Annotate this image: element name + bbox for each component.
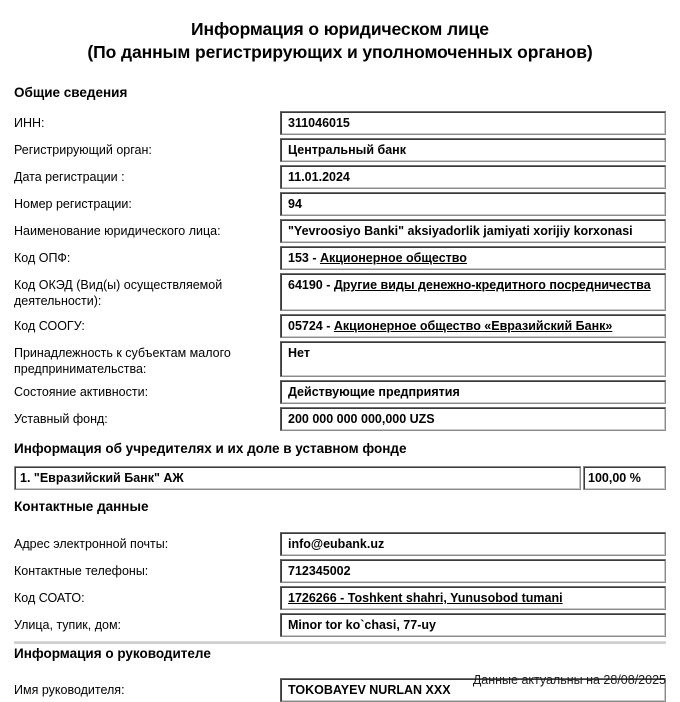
field-label-director-name: Имя руководителя: [14, 683, 125, 697]
field-value-email: info@eubank.uz [280, 532, 666, 556]
field-value-street-address: Minor tor ko`chasi, 77-uy [280, 613, 666, 637]
soato-code-text: 1726266 - Toshkent shahri, Yunusobod tumani [288, 591, 563, 605]
field-label-registration-date: Дата регистрации : [14, 170, 125, 184]
oked-code-description: Другие виды денежно-кредитного посредничества [333, 278, 651, 292]
field-label-soato-code: Код СОАТО: [14, 591, 85, 605]
field-label-oked-code-line-2: деятельности): [14, 294, 102, 308]
founder-share-percent: 100,00 % [583, 466, 666, 490]
field-value-director-name: TOKOBAYEV NURLAN XXX [280, 678, 666, 702]
field-label-street-address: Улица, тупик, дом: [14, 618, 122, 632]
founder-list-item [14, 466, 666, 490]
page-title-line-2: (По данным регистрирующих и уполномоченных органов) [87, 42, 593, 62]
field-value-activity-status: Действующие предприятия [280, 380, 666, 404]
field-label-small-business-line-1: Принадлежность к субъектам малого [14, 346, 231, 360]
field-value-opf-code [280, 246, 666, 270]
field-label-registration-number: Номер регистрации: [14, 197, 132, 211]
footer-divider [14, 641, 666, 644]
oked-code-number: 64190 - [288, 278, 334, 292]
field-label-opf-code: Код ОПФ: [14, 251, 71, 265]
field-label-soogu-code: Код СООГУ: [14, 319, 85, 333]
section-heading-founders: Информация об учредителях и их доле в уставном фонде [14, 441, 407, 456]
contact-info-rows [14, 532, 666, 637]
field-row-soato-code [14, 586, 666, 610]
field-value-registration-number: 94 [280, 192, 666, 216]
footer-data-actual-note: Данные актуальны на 28/08/2025 [472, 673, 666, 687]
field-row-soogu-code [14, 314, 666, 338]
field-row-registering-authority [14, 138, 666, 162]
section-heading-director: Информация о руководителе [14, 646, 211, 661]
field-label-email: Адрес электронной почты: [14, 537, 169, 551]
field-value-entity-name: "Yevroosiyo Banki" aksiyadorlik jamiyati xorijiy korxonasi [280, 219, 666, 243]
field-label-entity-name: Наименование юридического лица: [14, 224, 221, 238]
field-label-oked-code-line-1: Код ОКЭД (Вид(ы) осуществляемой [14, 278, 223, 292]
field-value-phone: 712345002 [280, 559, 666, 583]
field-row-inn [14, 111, 666, 135]
field-value-soogu-code [280, 314, 666, 338]
field-row-activity-status [14, 380, 666, 404]
field-row-opf-code [14, 246, 666, 270]
opf-code-number: 153 - [288, 251, 320, 265]
founder-name: 1. "Евразийский Банк" АЖ [14, 466, 581, 490]
field-row-entity-name [14, 219, 666, 243]
field-value-small-business: Нет [280, 341, 666, 377]
soogu-code-number: 05724 - [288, 319, 334, 333]
field-label-phone: Контактные телефоны: [14, 564, 149, 578]
soogu-code-description: Акционерное общество «Евразийский Банк» [333, 319, 613, 333]
field-value-charter-fund: 200 000 000 000,000 UZS [280, 407, 666, 431]
field-row-charter-fund [14, 407, 666, 431]
field-row-oked-code [14, 273, 666, 311]
field-value-soato-code [280, 586, 666, 610]
field-label-activity-status: Состояние активности: [14, 385, 149, 399]
page-title-line-1: Информация о юридическом лице [191, 19, 489, 39]
page-title [14, 0, 666, 64]
section-heading-contacts: Контактные данные [14, 499, 149, 514]
opf-code-description: Акционерное общество [319, 251, 467, 265]
field-value-oked-code [280, 273, 666, 311]
field-row-street-address [14, 613, 666, 637]
field-label-oked-code [14, 273, 280, 309]
field-value-registering-authority: Центральный банк [280, 138, 666, 162]
field-label-charter-fund: Уставный фонд: [14, 412, 108, 426]
section-heading-general: Общие сведения [14, 85, 128, 100]
field-value-registration-date: 11.01.2024 [280, 165, 666, 189]
field-label-small-business-line-2: предпринимательства: [14, 362, 147, 376]
field-label-small-business [14, 341, 280, 377]
field-row-small-business [14, 341, 666, 377]
field-row-email [14, 532, 666, 556]
field-row-phone [14, 559, 666, 583]
field-label-registering-authority: Регистрирующий орган: [14, 143, 152, 157]
field-value-inn: 311046015 [280, 111, 666, 135]
field-label-inn: ИНН: [14, 116, 45, 130]
field-row-registration-number [14, 192, 666, 216]
field-row-registration-date [14, 165, 666, 189]
general-info-rows [14, 111, 666, 431]
